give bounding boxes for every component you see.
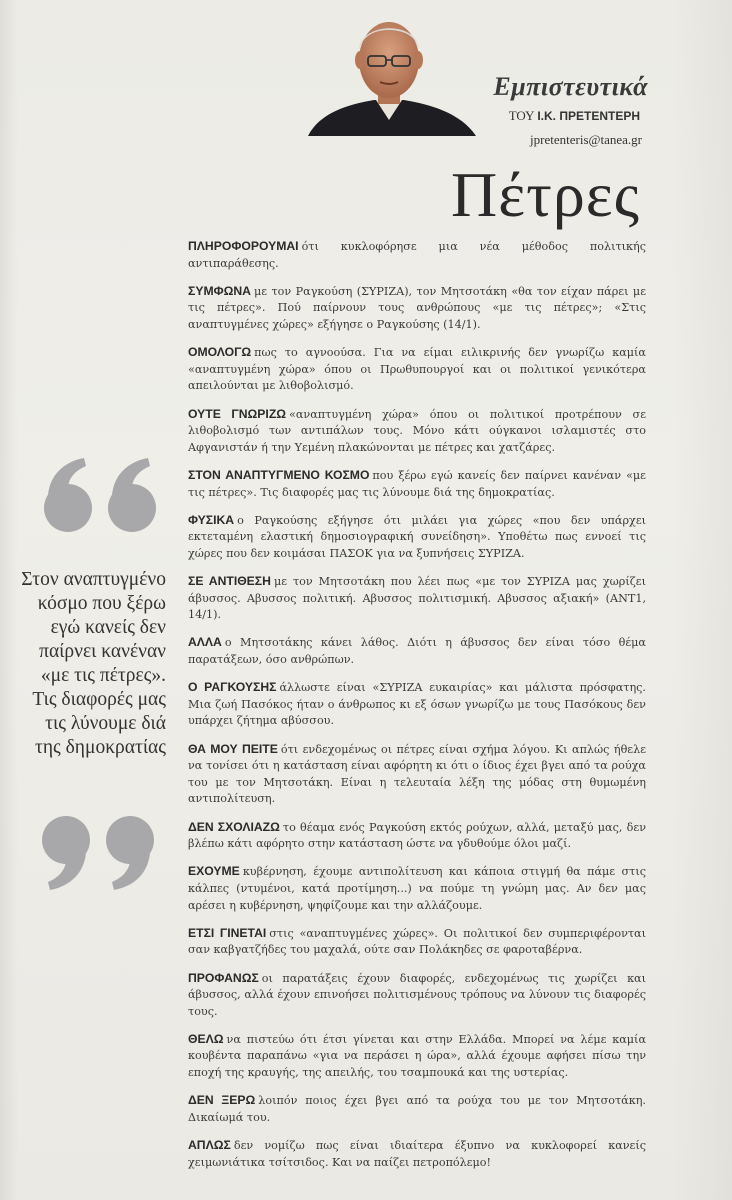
- paragraph-lead: ΠΡΟΦΑΝΩΣ: [188, 970, 259, 985]
- paragraph: [188, 283, 646, 334]
- paragraph-text: λοιπόν ποιος έχει βγει από τα ρούχα του με τον Μητσοτάκη. Δικαίωμά του.: [188, 1094, 646, 1124]
- paragraph: [188, 467, 646, 501]
- paragraph-text: οι παρατάξεις έχουν διαφορές, ενδεχομένως τις χωρίζει και άβυσσος, αλλά έχουν επινοήσει πολιτισμένους τρόπους να λύνουν τις διαφορές τους.: [188, 971, 646, 1018]
- paragraph-lead: ΘΕΛΩ: [188, 1031, 224, 1046]
- paragraph-text: ο Ραγκούσης εξήγησε ότι μιλάει για χώρες «που δεν υπάρχει εκτεταμένη ελαστική δημοσιογραφική συνείδηση». Υποθέτω πως εννοεί τις χώρες που δεν κοιμάσαι ΠΑΣΟΚ για να ξυπνήσεις ΣΥΡΙΖΑ.: [188, 513, 646, 560]
- paragraph-lead: ΟΜΟΛΟΓΩ: [188, 345, 252, 360]
- paragraph-text: το θέαμα ενός Ραγκούση εκτός ρούχων, αλλά, μεταξύ μας, δεν βλέπω κάτι αφόρητο στην κατάσταση ώστε να γδυθούμε όλοι μαζί.: [188, 820, 646, 851]
- paragraph-text: με τον Μητσοτάκη που λέει πως «με τον ΣΥΡΙΖΑ μας χωρίζει άβυσσος. Αβυσσος πολιτική. Αβυσσος πολιτισμική. Αβυσσος αξιακή» (ΑΝΤ1, 14/1).: [188, 575, 646, 622]
- paragraph-lead: ΑΠΛΩΣ: [188, 1138, 231, 1153]
- article-headline: Πέτρες: [451, 159, 640, 230]
- paragraph-lead: ΠΛΗΡΟΦΟΡΟΥΜΑΙ: [188, 239, 299, 253]
- pull-quote: Στον αναπτυγμένο κόσμο που ξέρω εγώ κανείς δεν παίρνει κανέναν «με τις πέτρες». Τις διαφορές μας τις λύνουμε διά της δημοκρατίας: [21, 569, 166, 758]
- paragraph: [188, 344, 646, 395]
- byline-prefix: ΤΟΥ: [508, 108, 535, 123]
- paragraph-text: ο Μητσοτάκης κάνει λάθος. Διότι η άβυσσος δεν είναι τόσο θέμα παρατάξεων, όσο ανθρώπων.: [188, 636, 646, 667]
- page-shadow-left: [0, 0, 18, 1200]
- opening-quote-icon: [34, 456, 164, 536]
- paragraph-text: να πιστεύω ότι έτσι γίνεται και στην Ελλάδα. Μπορεί να λέμε καμία κουβέντα παραπάνω «για να περάσει η ώρα», αλλά έχουμε αφήσει πίσω την εποχή της κραυγής, της απειλής, του τσαμπουκά και της υστερίας.: [188, 1032, 646, 1080]
- author-email: jpretenteris@tanea.gr: [530, 132, 642, 147]
- paragraph: [188, 741, 646, 808]
- paragraph-lead: ΣΤΟΝ ΑΝΑΠΤΥΓΜΕΝΟ ΚΟΣΜΟ: [188, 467, 370, 482]
- paragraph-text: άλλωστε είναι «ΣΥΡΙΖΑ ευκαιρίας» και μάλιστα πρόσφατης. Μια ζωή Πασόκος ήταν ο άνθρωπος κι εξ όσων γνωρίζω με τους Πασόκους δεν υπάρχει ζήτημα αβύσσου.: [188, 681, 646, 728]
- paragraph-lead: Ο ΡΑΓΚΟΥΣΗΣ: [188, 680, 277, 695]
- paragraph-text: που ξέρω εγώ κανείς δεν παίρνει κανέναν «με τις πέτρες». Τις διαφορές μας τις λύνουμε διά της δημοκρατίας.: [188, 468, 646, 499]
- paragraph-lead: ΘΑ ΜΟΥ ΠΕΙΤΕ: [188, 741, 278, 756]
- paragraph: [188, 573, 646, 624]
- column-title: Εμπιστευτικά: [493, 72, 648, 101]
- paragraph: [188, 512, 646, 563]
- paragraph-text: ότι κυκλοφόρησε μια νέα μέθοδος πολιτικής αντιπαράθεσης.: [188, 240, 646, 270]
- columnist-photo: [300, 8, 478, 136]
- paragraph: [188, 1137, 646, 1171]
- paragraph-lead: ΟΥΤΕ ΓΝΩΡΙΖΩ: [188, 406, 287, 421]
- paragraph-text: κυβέρνηση, έχουμε αντιπολίτευση και κάποια στιγμή θα πάμε στις κάλπες (ντυμένοι, κατά προτίμηση...) να πούμε τη γνώμη μας. Αν δεν μας αρέσει η κυβέρνηση, ψηφίζουμε και την αλλάζουμε.: [188, 865, 646, 912]
- paragraph-lead: ΔΕΝ ΞΕΡΩ: [188, 1093, 256, 1108]
- paragraph: [188, 863, 646, 914]
- page-shadow-right: [672, 0, 732, 1200]
- paragraph: [188, 925, 646, 959]
- paragraph: [188, 679, 646, 730]
- paragraph-lead: ΣΕ ΑΝΤΙΘΕΣΗ: [188, 574, 271, 589]
- paragraph-text: πως το αγνοούσα. Για να είμαι ειλικρινής δεν γνωρίζω καμία «αναπτυγμένη χώρα» όπου οι Πρωθυπουργοί και οι πολιτικοί γενικότερα απειλούνται με λιθοβολισμό.: [188, 346, 646, 393]
- paragraph: [188, 819, 646, 853]
- article-body: [188, 238, 646, 1182]
- paragraph: [188, 970, 646, 1021]
- paragraph-text: «αναπτυγμένη χώρα» όπου οι πολιτικοί προτρέπουν σε λιθοβολισμό των αντιπάλων τους. Μόνο κάτι ούγκανοι ισλαμιστές στο Αφγανιστάν ή την Υεμένη πλακώνονται με πέτρες και χατζάρες.: [188, 407, 646, 454]
- paragraph: [188, 406, 646, 457]
- byline: [470, 108, 640, 124]
- closing-quote-icon: [32, 812, 164, 892]
- paragraph-text: δεν νομίζω πως είναι ιδιαίτερα έξυπνο να κυκλοφορεί κανείς χειμωνιάτικα τσίτσιδος. Και να παίζει πετροπόλεμο!: [188, 1139, 646, 1169]
- paragraph-lead: ΦΥΣΙΚΑ: [188, 512, 235, 527]
- paragraph-lead: ΕΤΣΙ ΓΙΝΕΤΑΙ: [188, 925, 267, 940]
- byline-name: Ι.Κ. ΠΡΕΤΕΝΤΕΡΗ: [537, 109, 640, 123]
- paragraph-lead: ΔΕΝ ΣΧΟΛΙΑΖΩ: [188, 819, 280, 834]
- paragraph-text: στις «αναπτυγμένες χώρες». Οι πολιτικοί δεν συμπεριφέρονται σαν καβγατζήδες του μαχαλά, ούτε σαν Πολάκηδες σε φαροταβέρνα.: [188, 926, 646, 957]
- paragraph: [188, 1031, 646, 1082]
- paragraph-lead: ΕΧΟΥΜΕ: [188, 864, 240, 879]
- paragraph: [188, 238, 646, 272]
- paragraph-lead: ΣΥΜΦΩΝΑ: [188, 283, 251, 298]
- paragraph-text: με τον Ραγκούση (ΣΥΡΙΖΑ), τον Μητσοτάκη «θα τον είχαν πάρει με τις πέτρες». Πού παίρνουν τους ανθρώπους «με τις πέτρες»; «Στις αναπτυγμένες χώρες» εξήγησε ο Ραγκούσης (14/1).: [188, 284, 646, 331]
- paragraph: [188, 634, 646, 668]
- paragraph-text: ότι ενδεχομένως οι πέτρες είναι σχήμα λόγου. Κι απλώς ήθελε να τονίσει ότι η κατάσταση είναι αφόρητη κι ότι ο ίδιος έχει βγει από τα ρούχα του με τον Μητσοτάκη. Είναι η τελευταία λέξη της μόδας στη θυμωμένη αντιπολίτευση.: [188, 742, 646, 806]
- paragraph-lead: ΑΛΛΑ: [188, 635, 222, 650]
- paragraph: [188, 1092, 646, 1126]
